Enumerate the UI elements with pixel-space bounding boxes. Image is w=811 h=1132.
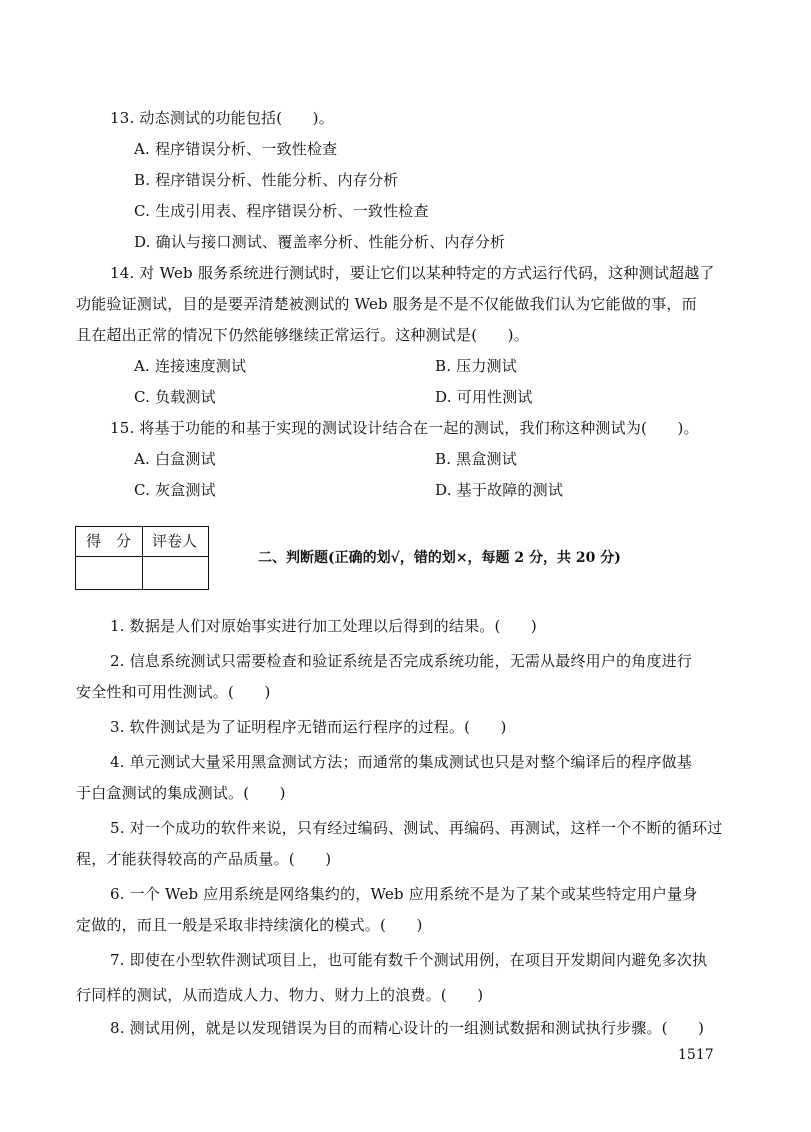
question-15-option-c: C. 灰盒测试 — [134, 481, 216, 499]
judgment-7-line-2: 行同样的测试，从而造成人力、物力、财力上的浪费。( ) — [76, 986, 484, 1004]
question-14-stem-line-3: 且在超出正常的情况下仍然能够继续正常运行。这种测试是( )。 — [76, 326, 529, 344]
judgment-5-line-1: 5. 对一个成功的软件来说，只有经过编码、测试、再编码、再测试，这样一个不断的循环过 — [110, 819, 723, 837]
question-13-option-b: B. 程序错误分析、性能分析、内存分析 — [134, 171, 399, 189]
judgment-5-line-2: 程，才能获得较高的产品质量。( ) — [76, 850, 332, 868]
question-15-option-b: B. 黑盒测试 — [435, 450, 517, 468]
question-14-option-d: D. 可用性测试 — [435, 388, 533, 406]
section-title: 二、判断题(正确的划√，错的划×，每题 2 分，共 20 分) — [258, 550, 621, 566]
question-13-stem: 13. 动态测试的功能包括( )。 — [110, 109, 334, 127]
judgment-6-line-1: 6. 一个 Web 应用系统是网络集约的，Web 应用系统不是为了某个或某些特定用户量身 — [110, 885, 698, 903]
page-number: 1517 — [678, 1047, 714, 1063]
question-13-option-d: D. 确认与接口测试、覆盖率分析、性能分析、内存分析 — [134, 233, 506, 251]
judgment-7-line-1: 7. 即使在小型软件测试项目上，也可能有数千个测试用例，在项目开发期间内避免多次执 — [110, 951, 708, 969]
question-15-option-d: D. 基于故障的测试 — [435, 481, 564, 499]
score-table-header-grader: 评卷人 — [152, 532, 198, 550]
judgment-2-line-1: 2. 信息系统测试只需要检查和验证系统是否完成系统功能，无需从最终用户的角度进行 — [110, 652, 693, 670]
judgment-6-line-2: 定做的，而且一般是采取非持续演化的模式。( ) — [76, 916, 423, 934]
question-14-option-a: A. 连接速度测试 — [134, 357, 247, 375]
judgment-1: 1. 数据是人们对原始事实进行加工处理以后得到的结果。( ) — [110, 617, 537, 635]
question-15-option-a: A. 白盒测试 — [134, 450, 216, 468]
judgment-3: 3. 软件测试是为了证明程序无错而运行程序的过程。( ) — [110, 718, 507, 736]
judgment-4-line-2: 于白盒测试的集成测试。( ) — [76, 784, 286, 802]
question-14-option-c: C. 负载测试 — [134, 388, 216, 406]
question-13-option-c: C. 生成引用表、程序错误分析、一致性检查 — [134, 202, 429, 220]
score-table-header-score: 得 分 — [86, 532, 132, 550]
question-14-option-b: B. 压力测试 — [435, 357, 517, 375]
question-14-stem-line-2: 功能验证测试，目的是要弄清楚被测试的 Web 服务是不是不仅能做我们认为它能做的事，而 — [76, 295, 697, 313]
question-15-stem: 15. 将基于功能的和基于实现的测试设计结合在一起的测试，我们称这种测试为( )。 — [110, 419, 699, 437]
question-14-stem-line-1: 14. 对 Web 服务系统进行测试时，要让它们以某种特定的方式运行代码，这种测试超越了 — [110, 264, 715, 282]
score-table — [75, 526, 209, 590]
judgment-4-line-1: 4. 单元测试大量采用黑盒测试方法；而通常的集成测试也只是对整个编译后的程序做基 — [110, 753, 693, 771]
judgment-8: 8. 测试用例，就是以发现错误为目的而精心设计的一组测试数据和测试执行步骤。( ) — [110, 1019, 705, 1037]
question-13-option-a: A. 程序错误分析、一致性检查 — [134, 140, 338, 158]
judgment-2-line-2: 安全性和可用性测试。( ) — [76, 683, 271, 701]
table-divider-vertical — [142, 527, 143, 589]
